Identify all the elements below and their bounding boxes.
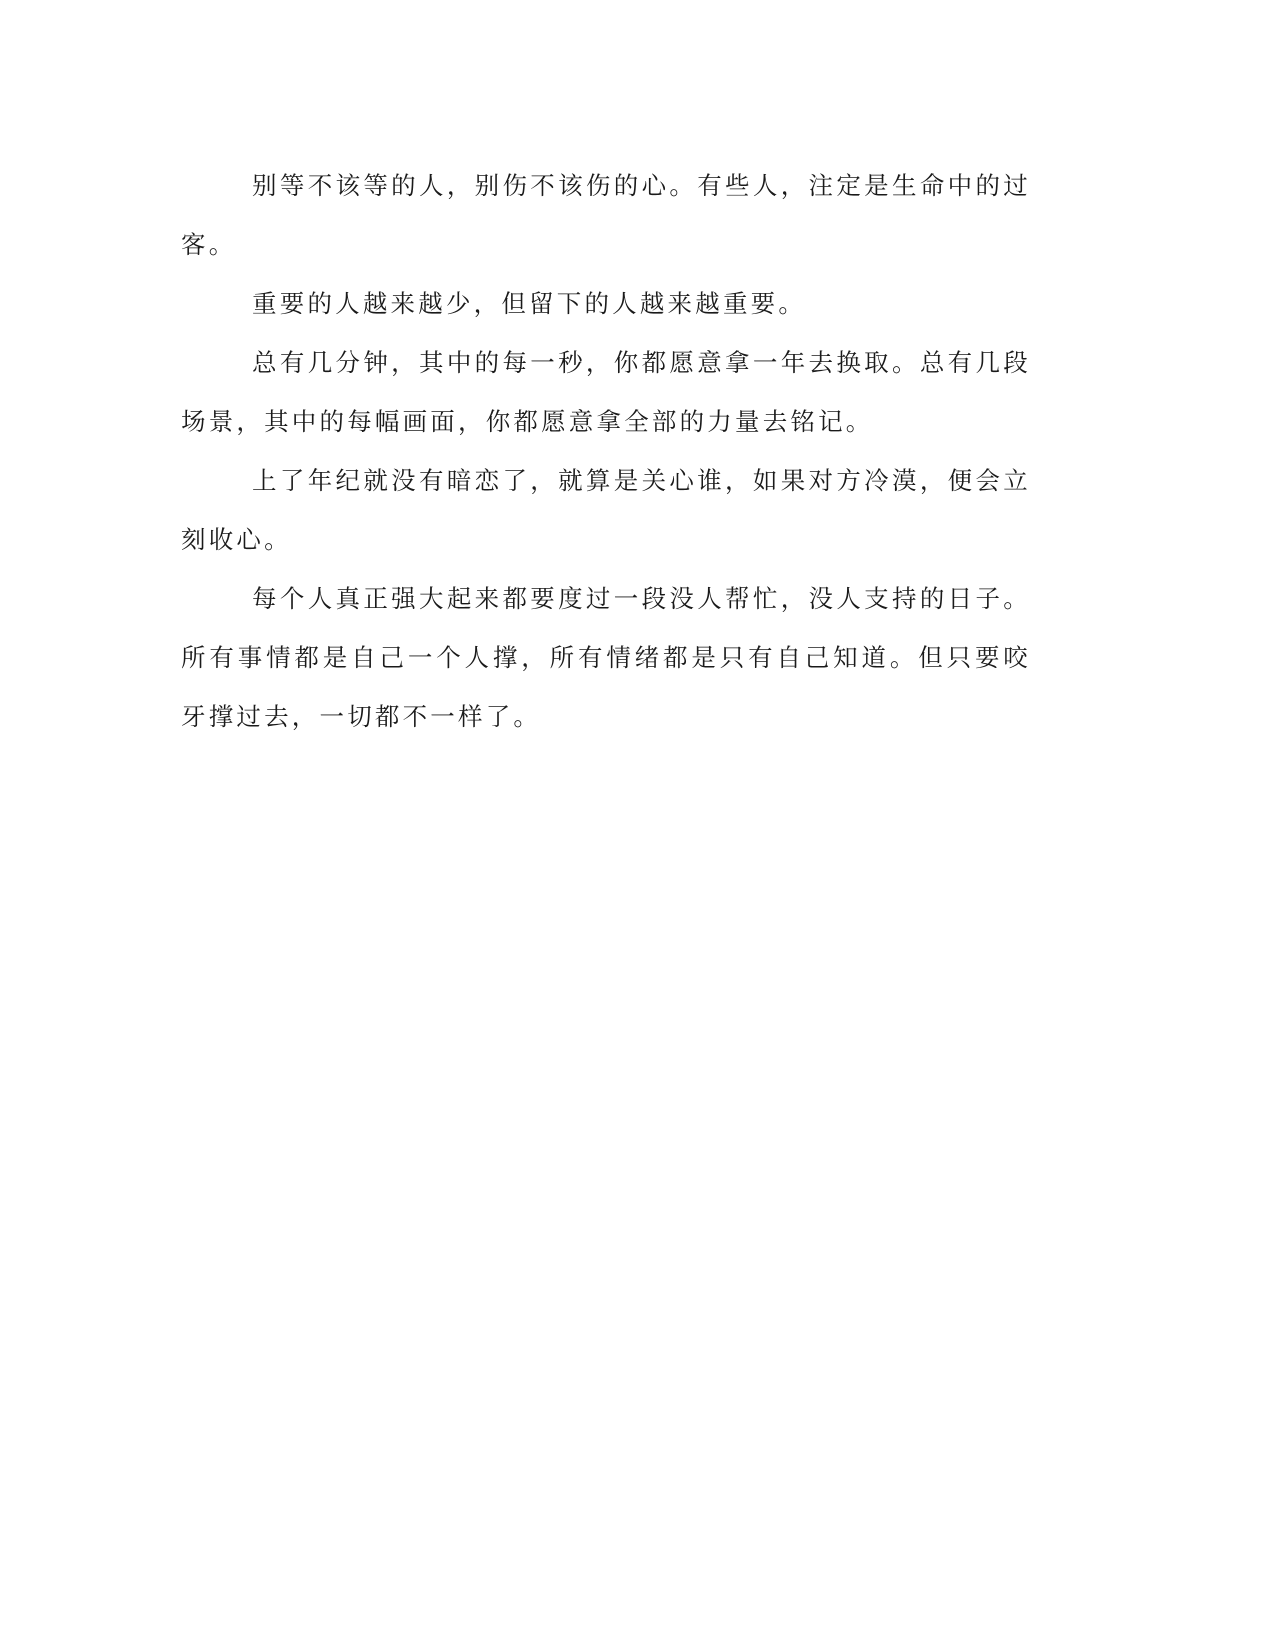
document-body <box>181 156 1031 746</box>
paragraph-5: 每个人真正强大起来都要度过一段没人帮忙，没人支持的日子。所有事情都是自己一个人撑，所有情绪都是只有自己知道。但只要咬牙撑过去，一切都不一样了。 <box>181 584 1031 731</box>
paragraph-1: 别等不该等的人，别伤不该伤的心。有些人，注定是生命中的过客。 <box>181 171 1031 259</box>
paragraph-2: 重要的人越来越少，但留下的人越来越重要。 <box>252 289 807 318</box>
paragraph-3: 总有几分钟，其中的每一秒，你都愿意拿一年去换取。总有几段场景，其中的每幅画面，你都愿意拿全部的力量去铭记。 <box>181 348 1031 436</box>
paragraph-4: 上了年纪就没有暗恋了，就算是关心谁，如果对方冷漠，便会立刻收心。 <box>181 466 1031 554</box>
